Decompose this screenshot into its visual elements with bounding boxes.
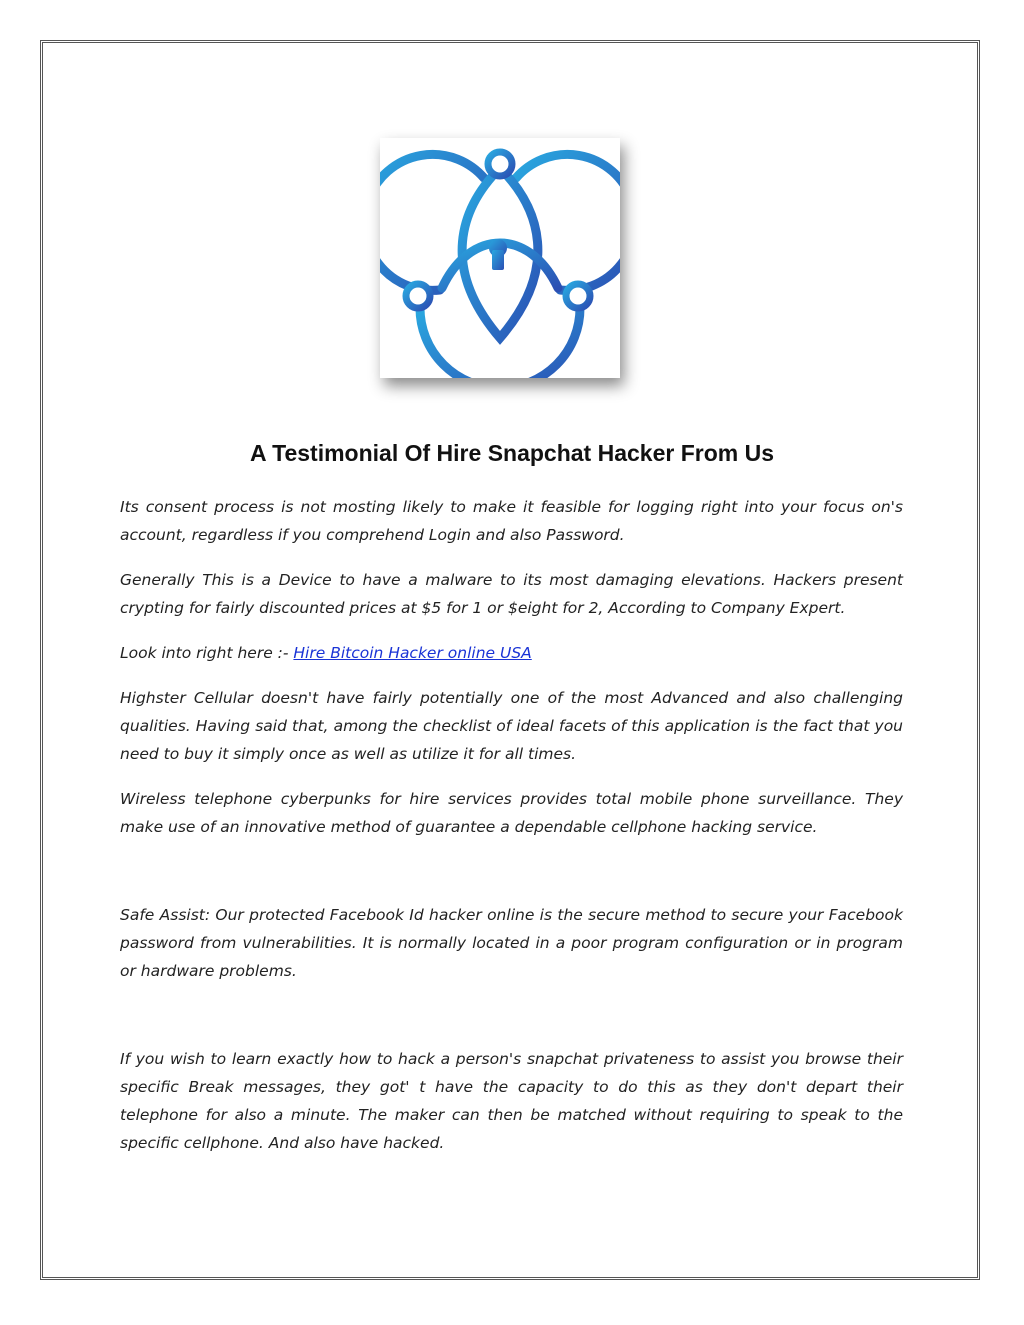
look-into-prefix: Look into right here :- xyxy=(120,644,294,662)
page-title: A Testimonial Of Hire Snapchat Hacker From Us xyxy=(249,440,775,466)
logo-image xyxy=(380,138,620,378)
hire-bitcoin-hacker-link[interactable]: Hire Bitcoin Hacker online USA xyxy=(293,644,532,662)
paragraph-highster-cellular: Highster Cellular doesn't have fairly potentially one of the most Advanced and also challenging qualities. Having said that, among the checklist of ideal facets of this application is the fact that you need to buy it simply once as well as utilize it for all times. xyxy=(120,689,903,763)
padlock-triple-ring-logo-icon xyxy=(380,138,620,378)
paragraph-wireless-telephone: Wireless telephone cyberpunks for hire services provides total mobile phone surveillance. They make use of an innovative method of guarantee a dependable cellphone hacking service. xyxy=(120,790,903,836)
paragraph-snapchat-privateness: If you wish to learn exactly how to hack a person's snapchat privateness to assist you browse their specific Break messages, they got' t have the capacity to do this as they don't depart their telephone for also a minute. The maker can then be matched without requiring to speak to the specific cellphone. And also have hacked. xyxy=(120,1050,903,1152)
paragraph-consent-process: Its consent process is not mosting likely to make it feasible for logging right into your focus on's account, regardless if you comprehend Login and also Password. xyxy=(120,498,903,544)
paragraph-look-into xyxy=(120,639,903,667)
paragraph-safe-assist: Safe Assist: Our protected Facebook Id hacker online is the secure method to secure your Facebook password from vulnerabilities. It is normally located in a poor program configuration or in program or hardware problems. xyxy=(120,906,903,980)
paragraph-malware-device: Generally This is a Device to have a malware to its most damaging elevations. Hackers present crypting for fairly discounted prices at $5 for 1 or $eight for 2, According to Company Expert. xyxy=(120,571,903,617)
